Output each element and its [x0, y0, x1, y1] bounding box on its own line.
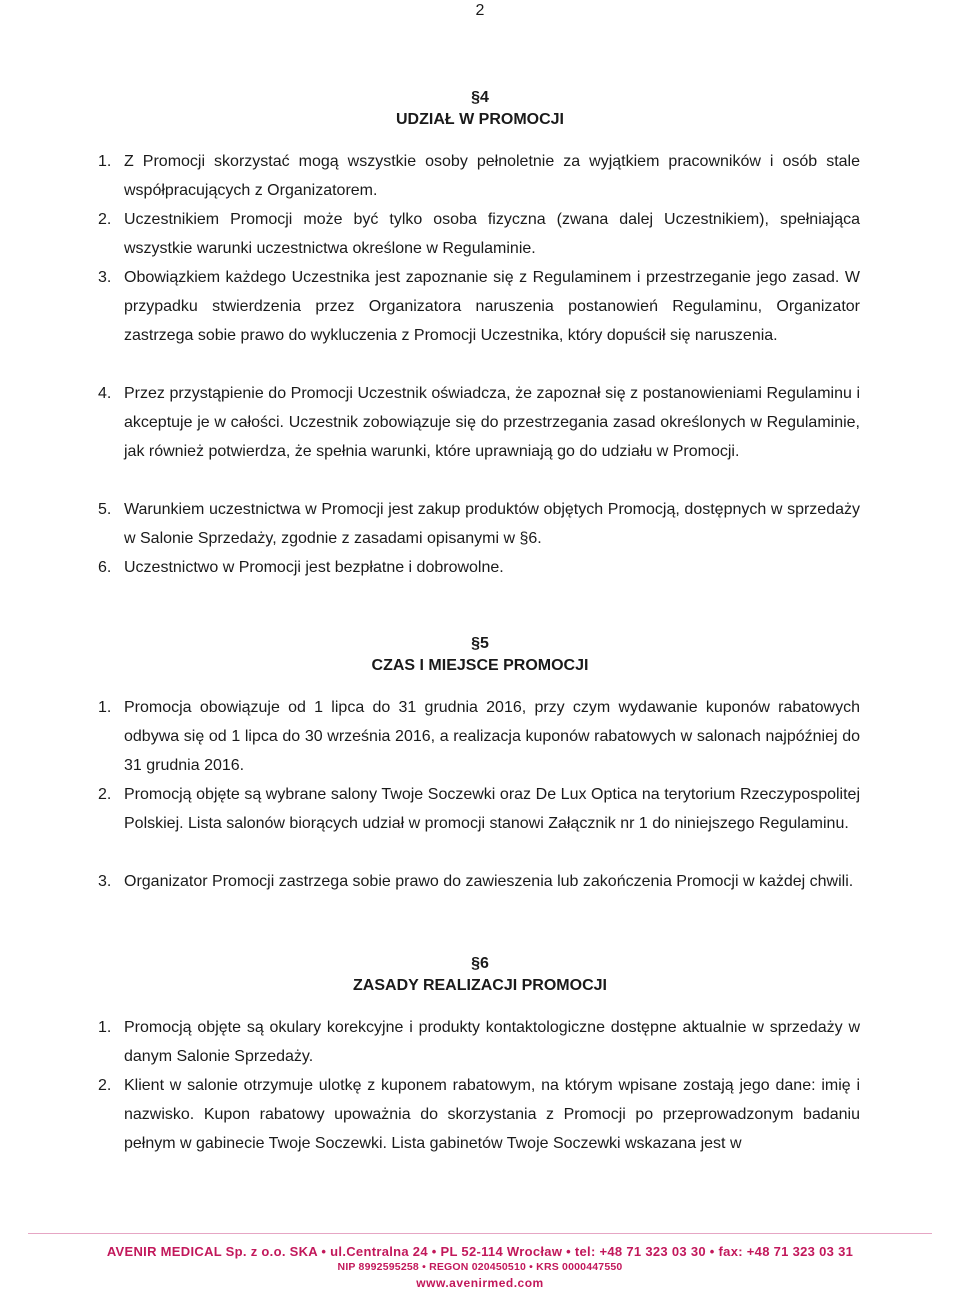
footer-registry: NIP 8992595258 • REGON 020450510 • KRS 0000447550 — [337, 1261, 623, 1273]
item-number: 5. — [98, 501, 112, 518]
list-item — [98, 867, 860, 896]
section-6-title: ZASADY REALIZACJI PROMOCJI — [353, 977, 607, 994]
item-text: Przez przystąpienie do Promocji Uczestnik oświadcza, że zapoznał się z postanowieniami Regulaminu i akceptuje je w całości. Uczestnik zobowiązuje się do przestrzegania zasad określonych w Regulaminie, jak również potwierdza, że spełnia warunki, które uprawniają go do udziału w Promocji. — [124, 385, 860, 460]
list-item — [98, 780, 860, 838]
footer-address: AVENIR MEDICAL Sp. z o.o. SKA • ul.Centralna 24 • PL 52-114 Wrocław • tel: +48 71 323 03 30 • fax: +48 71 323 03 31 — [106, 1244, 854, 1259]
list-item — [98, 205, 860, 263]
list-item — [98, 263, 860, 350]
item-text: Obowiązkiem każdego Uczestnika jest zapoznanie się z Regulaminem i przestrzeganie jego zasad. W przypadku stwierdzenia przez Organizatora naruszenia postanowień Regulaminu, Organizator zastrzega sobie prawo do wykluczenia z Promocji Uczestnika, który dopuścił się naruszenia. — [124, 269, 860, 344]
item-number: 3. — [98, 873, 112, 890]
item-number: 2. — [98, 786, 112, 803]
item-text: Organizator Promocji zastrzega sobie prawo do zawieszenia lub zakończenia Promocji w każdej chwili. — [124, 873, 854, 890]
item-number: 2. — [98, 211, 112, 228]
section-6-symbol: §6 — [471, 955, 489, 972]
item-number: 6. — [98, 559, 112, 576]
item-number: 1. — [98, 1019, 112, 1036]
list-item — [98, 495, 860, 553]
page-number: 2 — [475, 2, 485, 19]
item-number: 1. — [98, 153, 112, 170]
list-item — [98, 1071, 860, 1158]
section-4-title: UDZIAŁ W PROMOCJI — [396, 111, 564, 128]
item-text: Uczestnikiem Promocji może być tylko osoba fizyczna (zwana dalej Uczestnikiem), spełniająca wszystkie warunki uczestnictwa określone w Regulaminie. — [124, 211, 860, 257]
item-text: Promocją objęte są wybrane salony Twoje Soczewki oraz De Lux Optica na terytorium Rzeczypospolitej Polskiej. Lista salonów biorących udział w promocji stanowi Załącznik nr 1 do niniejszego Regulaminu. — [124, 786, 860, 832]
section-4-symbol: §4 — [471, 89, 489, 106]
item-number: 2. — [98, 1077, 112, 1094]
item-text: Promocja obowiązuje od 1 lipca do 31 grudnia 2016, przy czym wydawanie kuponów rabatowych odbywa się od 1 lipca do 30 września 2016, a realizacja kuponów rabatowych w salonach najpóźniej do 31 grudnia 2016. — [124, 699, 860, 774]
item-number: 1. — [98, 699, 112, 716]
section-5-symbol: §5 — [471, 635, 489, 652]
item-text: Klient w salonie otrzymuje ulotkę z kuponem rabatowym, na którym wpisane zostają jego dane: imię i nazwisko. Kupon rabatowy upoważnia do skorzystania z Promocji po przeprowadzonym badaniu pełnym w gabinecie Twoje Soczewki. Lista gabinetów Twoje Soczewki wskazana jest w — [124, 1077, 860, 1152]
list-item — [98, 379, 860, 466]
list-item — [98, 1013, 860, 1071]
item-number: 3. — [98, 269, 112, 286]
item-text: Warunkiem uczestnictwa w Promocji jest zakup produktów objętych Promocją, dostępnych w sprzedaży w Salonie Sprzedaży, zgodnie z zasadami opisanymi w §6. — [124, 501, 860, 547]
item-text: Z Promocji skorzystać mogą wszystkie osoby pełnoletnie za wyjątkiem pracowników i osób stale współpracujących z Organizatorem. — [124, 153, 860, 199]
list-item — [98, 553, 860, 582]
footer-divider — [28, 1233, 932, 1234]
section-5-title: CZAS I MIEJSCE PROMOCJI — [371, 657, 589, 674]
item-number: 4. — [98, 385, 112, 402]
list-item — [98, 693, 860, 780]
footer-website: www.avenirmed.com — [416, 1276, 544, 1290]
item-text: Uczestnictwo w Promocji jest bezpłatne i dobrowolne. — [124, 559, 504, 576]
list-item — [98, 147, 860, 205]
item-text: Promocją objęte są okulary korekcyjne i produkty kontaktologiczne dostępne aktualnie w sprzedaży w danym Salonie Sprzedaży. — [124, 1019, 860, 1065]
